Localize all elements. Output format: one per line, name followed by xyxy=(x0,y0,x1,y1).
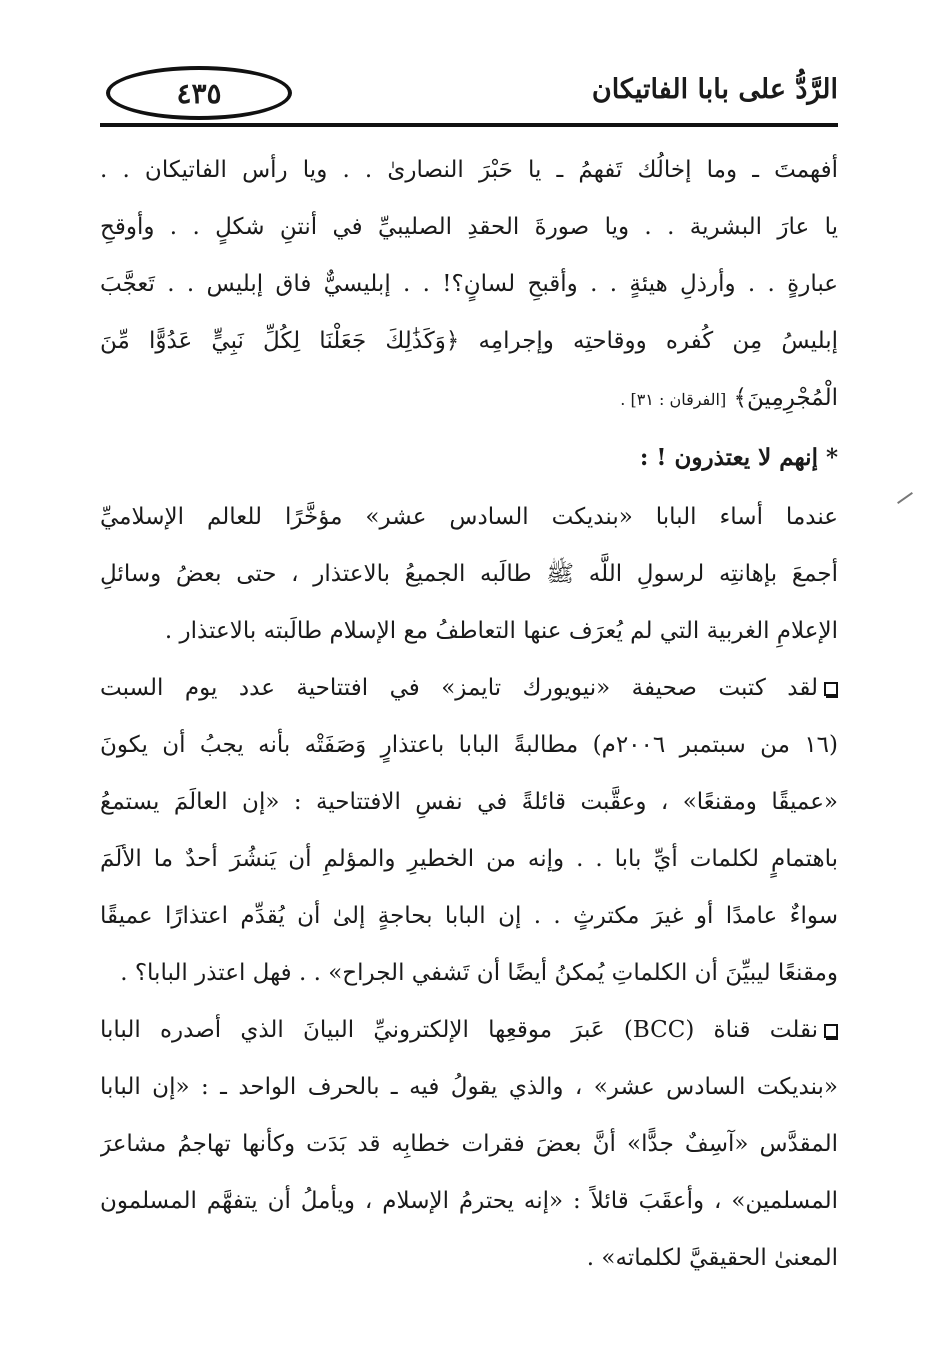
text-line: ومقنعًا ليبيِّنَ أن الكلماتِ يُمكنُ أيضًا أن تَشفي الجراح» . . فهل اعتذر البابا؟ . xyxy=(120,960,838,986)
page-body xyxy=(100,142,838,1287)
text-line: المقدَّس «آسِفٌ جدًّا» أنَّ بعضَ فقرات خطابِه قد بَدَت وكأنها تهاجمُ مشاعرَ xyxy=(100,1131,838,1157)
text-line xyxy=(100,1002,838,1059)
paragraph-4 xyxy=(100,1002,838,1287)
text-line: عندما أساء البابا «بنديكت السادس عشر» مؤخَّرًا للعالم الإسلاميِّ xyxy=(100,504,838,530)
paragraph-1 xyxy=(100,142,838,427)
text-line: أجمعَ بإهانتِه لرسولِ اللَّه ﷺ طالَبه الجميعُ بالاعتذار ، حتى بعضُ وسائلِ xyxy=(100,561,838,587)
quran-reference: [الفرقان : ٣١] . xyxy=(620,390,727,409)
text-line: إبليسُ مِن كُفره ووقاحتِه وإجرامِه ﴿وَكَذَٰلِكَ جَعَلْنَا لِكُلِّ نَبِيٍّ عَدُوًّا مِّنَ xyxy=(100,328,838,354)
text-line: (١٦ من سبتمبر ٢٠٠٦م) مطالبةً البابا باعتذارٍ وَصَفَتْه بأنه يجبُ أن يكونَ xyxy=(100,732,838,758)
square-bullet-icon xyxy=(824,1024,838,1038)
text-line: «عميقًا ومقنعًا» ، وعقَّبت قائلةً في نفسِ الافتتاحية : «إن العالَمَ يستمعُ xyxy=(100,789,838,815)
text-line: أفهمتَ ـ وما إخالُك تَفهمُ ـ يا حَبْرَ النصارىٰ . . ويا رأس الفاتيكان . . xyxy=(100,157,838,183)
text-line: المعنىٰ الحقيقيَّ لكلماته» . xyxy=(586,1245,838,1271)
text-line xyxy=(100,660,838,717)
text-line: عبارةٍ . . وأرذلِ هيئةٍ . . وأقبحِ لسانٍ؟! . . إبليسيٌّ فاق إبليس . . تَعجَّبَ xyxy=(100,271,838,297)
page-number: ٤٣٥ xyxy=(106,66,292,120)
text-span: نقلت قناة (BCC) عَبرَ موقعِها الإلكترونيِّ البيانَ الذي أصدره البابا xyxy=(100,1017,818,1043)
square-bullet-icon xyxy=(824,682,838,696)
paragraph-3 xyxy=(100,660,838,1002)
page-header xyxy=(100,62,838,126)
text-line: باهتمامٍ لكلمات أيِّ بابا . . وإنه من الخطيرِ والمؤلمِ أن يَنشُرَ أحدٌ ما الألَمَ xyxy=(100,846,838,872)
running-title: الرَّدُّ على بابا الفاتيكان xyxy=(591,74,838,105)
text-line: يا عارَ البشرية . . ويا صورةَ الحقدِ الصليبيِّ في أنتنِ شكلٍ . . وأوقحِ xyxy=(100,214,838,240)
verse-end: الْمُجْرِمِينَ﴾ xyxy=(733,385,838,411)
text-span: لقد كتبت صحيفة «نيويورك تايمز» في افتتاحية عدد يوم السبت xyxy=(100,675,818,701)
text-line: الإعلامِ الغربية التي لم يُعرَف عنها التعاطفُ مع الإسلام طالَبته بالاعتذار . xyxy=(164,618,838,644)
paragraph-2 xyxy=(100,489,838,660)
text-line: سواءٌ عامدًا أو غيرَ مكترثٍ . . إن البابا بحاجةٍ إلىٰ أن يُقدِّم اعتذارًا عميقًا xyxy=(100,903,838,929)
citation-line xyxy=(100,370,838,427)
margin-mark xyxy=(897,492,913,504)
text-line: المسلمين» ، وأعقَبَ قائلاً : «إنه يحترمُ الإسلام ، ويأملُ أن يتفهَّم المسلمون xyxy=(100,1188,838,1214)
section-heading: * إنهم لا يعتذرون ! : xyxy=(639,444,838,471)
header-rule xyxy=(100,123,838,127)
text-line: «بنديكت السادس عشر» ، والذي يقولُ فيه ـ بالحرف الواحد ـ : «إن البابا xyxy=(100,1074,838,1100)
